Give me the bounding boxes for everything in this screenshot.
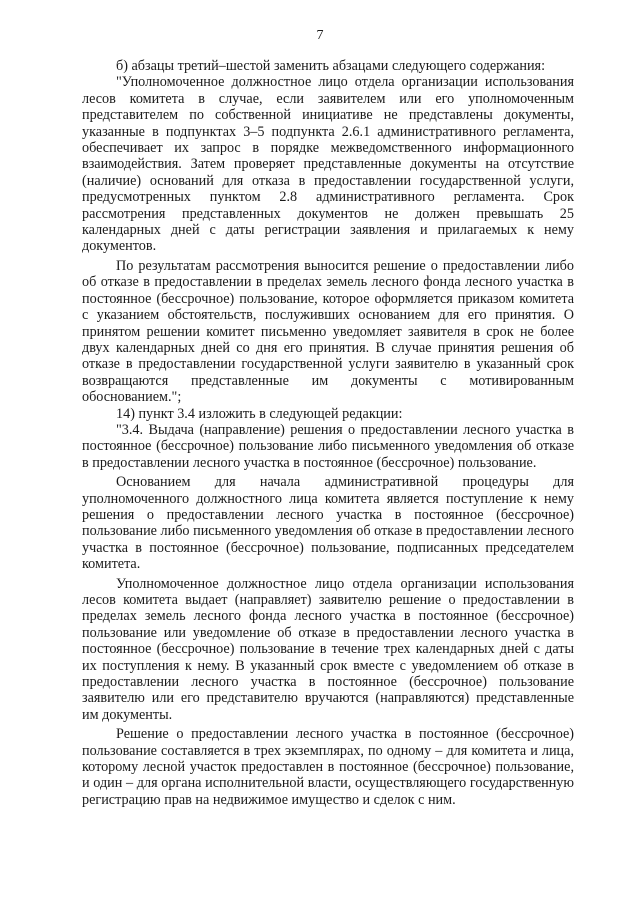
paragraph-official-request: "Уполномоченное должностное лицо отдела организации использования лесов комитета в случае, если заявителем или его уполномоченным представителем по собственной инициативе не представлены документы, указанные в подпунктах 3–5 подпункта 2.6.1 административного регламента, обеспечивает их запрос в порядке межведомственного информационного взаимодействия. Затем проверяет представленные документы на отсутствие (наличие) оснований для отказа в предоставлении государственной услуги, предусмотренных пунктом 2.8 административного регламента. Срок рассмотрения представленных документов не должен превышать 25 календарных дней с даты регистрации заявления и прилагаемых к нему документов.: [82, 74, 574, 255]
paragraph-copies: Решение о предоставлении лесного участка в постоянное (бессрочное) пользование составляется в трех экземплярах, по одному – для комитета и лица, которому лесной участок предоставлен в постоянное (бессрочное) пользование, и один – для органа исполнительной власти, осуществляющего государственную регистрацию прав на недвижимое имущество и сделок с ним.: [82, 726, 574, 808]
paragraph-section-3-4-title: "3.4. Выдача (направление) решения о предоставлении лесного участка в постоянное (бессрочное) пользование либо письменного уведомления об отказе в предоставлении лесного участка в постоянное (бессрочное) пользование.: [82, 421, 574, 471]
paragraph-procedure-basis: Основанием для начала административной процедуры для уполномоченного должностного лица комитета является поступление к нему решения о предоставлении лесного участка в постоянное (бессрочное) пользование либо письменного уведомления об отказе в предоставлении лесного участка в постоянное (бессрочное) пользование, подписанных председателем комитета.: [82, 474, 574, 573]
page-number: 7: [316, 28, 324, 43]
document-body: [82, 58, 574, 811]
paragraph-amendment-14: 14) пункт 3.4 изложить в следующей редакции:: [116, 405, 403, 422]
paragraph-decision-result: По результатам рассмотрения выносится решение о предоставлении либо об отказе в предоставлении в пределах земель лесного фонда лесного участка в постоянное (бессрочное) пользование, которое оформляется приказом комитета с указанием обстоятельств, послуживших основанием для его принятия. О принятом решении комитет письменно уведомляет заявителя в срок не более двух календарных дней со дня его принятия. В случае принятия решения об отказе в предоставлении государственной услуги заявителю в указанный срок возвращаются представленные им документы с мотивированным обоснованием.";: [82, 257, 574, 406]
paragraph-amendment-b: б) абзацы третий–шестой заменить абзацами следующего содержания:: [116, 58, 546, 74]
paragraph-issuance: Уполномоченное должностное лицо отдела организации использования лесов комитета выдает (направляет) заявителю решение о предоставлении в пределах земель лесного фонда лесного участка в постоянное (бессрочное) пользование или уведомление об отказе в предоставлении лесного участка в постоянное (бессрочное) пользование в течение трех календарных дней с даты их поступления к нему. В указанный срок вместе с уведомлением об отказе в предоставлении лесного участка в постоянное (бессрочное) пользование заявителю или его представителю вручаются (направляются) представленные им документы.: [82, 575, 574, 723]
